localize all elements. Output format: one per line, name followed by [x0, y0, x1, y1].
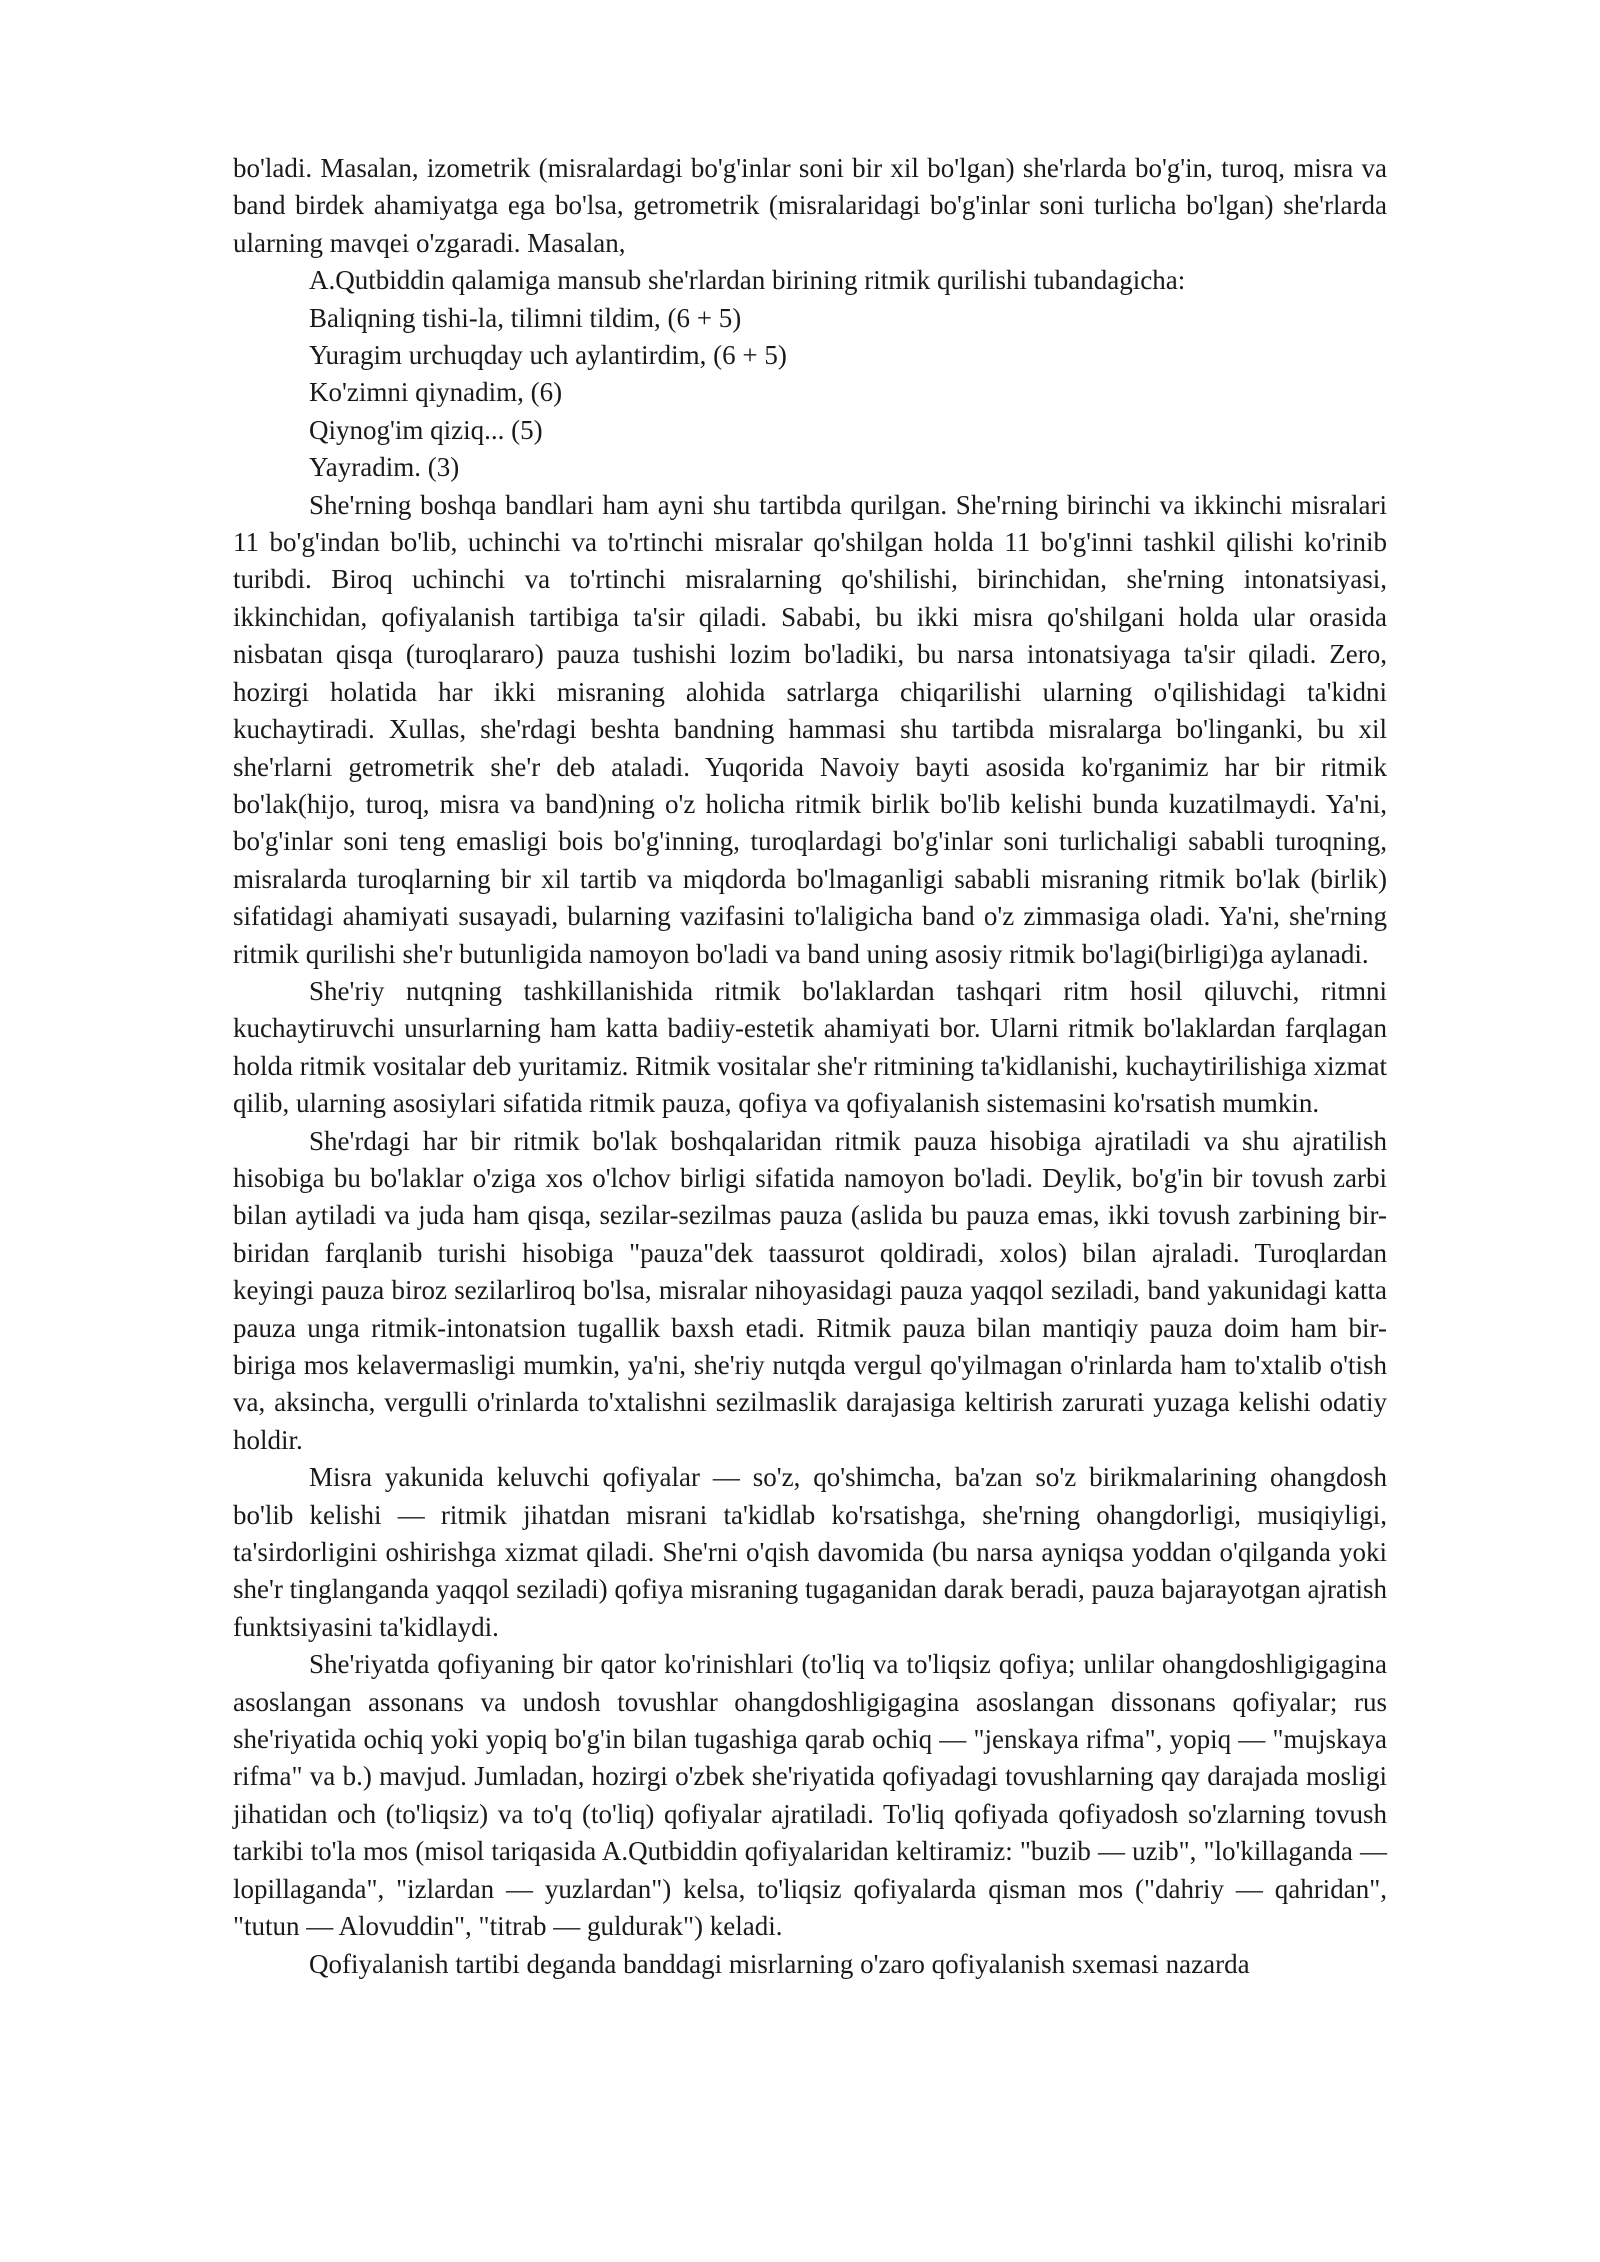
paragraph-rhyme-order: Qofiyalanish tartibi deganda banddagi misrlarning o'zaro qofiyalanish sxemasi nazarda — [309, 1948, 1250, 1979]
document-page — [233, 150, 1387, 1983]
verse-line-1: Baliqning tishi-la, tilimni tildim, (6 + 5) — [309, 302, 742, 333]
verse-line-3: Ko'zimni qiynadim, (6) — [309, 377, 563, 408]
paragraph-rhymes: Misra yakunida keluvchi qofiyalar — so'z, qo'shimcha, ba'zan so'z birikmalarining ohangdosh bo'lib kelishi — ritmik jihatdan misrani ta'kidlab ko'rsatishga, she'rning ohangdorligi, musiqiyligi, ta'sirdorligini oshirishga xizmat qiladi. She'rni o'qish davomida (bu narsa ayniqsa yoddan o'qilganda yoki she'r tinglanganda yaqqol seziladi) qofiya misraning tugaganidan darak beradi, pauza bajarayotgan ajratish funktsiyasini ta'kidlaydi. — [233, 1462, 1387, 1642]
paragraph-stanza-structure: She'rning boshqa bandlari ham ayni shu tartibda qurilgan. She'rning birinchi va ikkinchi misralari 11 bo'g'indan bo'lib, uchinchi va to'rtinchi misralar qo'shilgan holda 11 bo'g'inni tashkil qilishi ko'rinib turibdi. Biroq uchinchi va to'rtinchi misralarning qo'shilishi, birinchidan, she'rning intonatsiyasi, ikkinchidan, qofiyalanish tartibiga ta'sir qiladi. Sababi, bu ikki misra qo'shilgani holda ular orasida nisbatan qisqa (turoqlararo) pauza tushishi lozim bo'ladiki, bu narsa intonatsiyaga ta'sir qiladi. Zero, hozirgi holatida har ikki misraning alohida satrlarga chiqarilishi ularning o'qilishidagi ta'kidni kuchaytiradi. Xullas, she'rdagi beshta bandning hammasi shu tartibda misralarga bo'linganki, bu xil she'rlarni getrometrik she'r deb ataladi. Yuqorida Navoiy bayti asosida ko'rganimiz har bir ritmik bo'lak(hijo, turoq, misra va band)ning o'z holicha ritmik birlik bo'lib kelishi bunda kuzatilmaydi. Ya'ni, bo'g'inlar soni teng emasligi bois bo'g'inning, turoqlardagi bo'g'inlar soni turlichaligi sababli turoqning, misralarda turoqlarning bir xil tartib va miqdorda bo'lmaganligi sababli misraning ritmik bo'lak (birlik) sifatidagi ahamiyati susayadi, bularning vazifasini to'laligicha band o'z zimmasiga oladi. Ya'ni, she'rning ritmik qurilishi she'r butunligida namoyon bo'ladi va band uning asosiy ritmik bo'lagi(birligi)ga aylanadi. — [233, 489, 1387, 969]
verse-intro-line: A.Qutbiddin qalamiga mansub she'rlardan birining ritmik qurilishi tubandagicha: — [309, 265, 1186, 296]
paragraph-rhythmic-means: She'riy nutqning tashkillanishida ritmik bo'laklardan tashqari ritm hosil qiluvchi, ritmni kuchaytiruvchi unsurlarning ham katta badiiy-estetik ahamiyati bor. Ularni ritmik bo'laklardan farqlagan holda ritmik vositalar deb yuritamiz. Ritmik vositalar she'r ritmining ta'kidlanishi, kuchaytirilishiga xizmat qilib, ularning asosiylari sifatida ritmik pauza, qofiya va qofiyalanish sistemasini ko'rsatish mumkin. — [233, 975, 1387, 1119]
paragraph-rhythmic-pause: She'rdagi har bir ritmik bo'lak boshqalaridan ritmik pauza hisobiga ajratiladi va shu ajratilish hisobiga bu bo'laklar o'ziga xos o'lchov birligi sifatida namoyon bo'ladi. Deylik, bo'g'in bir tovush zarbi bilan aytiladi va juda ham qisqa, sezilar-sezilmas pauza (aslida bu pauza emas, ikki tovush zarbining bir-biridan farqlanib turishi hisobiga "pauza"dek taassurot qoldiradi, xolos) bilan ajraladi. Turoqlardan keyingi pauza biroz sezilarliroq bo'lsa, misralar nihoyasidagi pauza yaqqol seziladi, band yakunidagi katta pauza unga ritmik-intonatsion tugallik baxsh etadi. Ritmik pauza bilan mantiqiy pauza doim ham bir-biriga mos kelavermasligi mumkin, ya'ni, she'riy nutqda vergul qo'yilmagan o'rinlarda ham to'xtalib o'tish va, aksincha, vergulli o'rinlarda to'xtalishni sezilmaslik darajasiga keltirish zarurati yuzaga kelishi odatiy holdir. — [233, 1125, 1387, 1455]
paragraph-intro: bo'ladi. Masalan, izometrik (misralardagi bo'g'inlar soni bir xil bo'lgan) she'rlarda bo'g'in, turoq, misra va band birdek ahamiyatga ega bo'lsa, getrometrik (misralaridagi bo'g'inlar soni turlicha bo'lgan) she'rlarda ularning mavqei o'zgaradi. Masalan, — [233, 153, 1387, 258]
verse-line-2: Yuragim urchuqday uch aylantirdim, (6 + 5) — [309, 340, 787, 371]
paragraph-rhyme-types: She'riyatda qofiyaning bir qator ko'rinishlari (to'liq va to'liqsiz qofiya; unlilar ohangdoshligigagina asoslangan assonans va undosh tovushlar ohangdoshligigagina asoslangan dissonans qofiyalar; rus she'riyatida ochiq yoki yopiq bo'g'in bilan tugashiga qarab ochiq — "jenskaya rifma", yopiq — "mujskaya rifma" va b.) mavjud. Jumladan, hozirgi o'zbek she'riyatida qofiyadagi tovushlarning qay darajada mosligi jihatidan och (to'liqsiz) va to'q (to'liq) qofiyalar ajratiladi. To'liq qofiyada qofiyadosh so'zlarning tovush tarkibi to'la mos (misol tariqasida A.Qutbiddin qofiyalaridan keltiramiz: "buzib — uzib", "lo'killaganda — lopillaganda", "izlardan — yuzlardan") kelsa, to'liqsiz qofiyalarda qisman mos ("dahriy — qahridan", "tutun — Alovuddin", "titrab — guldurak") keladi. — [233, 1649, 1387, 1942]
verse-line-5: Yayradim. (3) — [309, 452, 460, 483]
verse-line-4: Qiynog'im qiziq... (5) — [309, 414, 543, 445]
